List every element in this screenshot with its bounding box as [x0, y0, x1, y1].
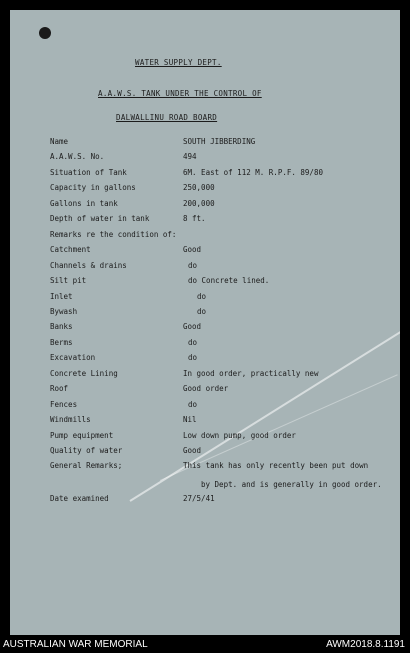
row-label: Excavation: [50, 353, 96, 363]
row-label: General Remarks;: [50, 461, 123, 471]
row-value: do: [188, 337, 198, 347]
row-value: This tank has only recently been put down: [183, 461, 369, 471]
row-value: In good order, practically new: [183, 368, 319, 378]
row-value: do Concrete lined.: [188, 276, 270, 286]
row-value: 494: [183, 152, 197, 162]
row-value: Good order: [183, 384, 229, 394]
row-value: 250,000: [183, 183, 215, 193]
row-label: Inlet: [50, 291, 73, 301]
remarks-continuation: by Dept. and is generally in good order.: [201, 480, 382, 489]
row-label: Remarks re the condition of:: [50, 229, 177, 239]
row-label: Gallons in tank: [50, 198, 118, 208]
row-value: do: [197, 306, 207, 316]
row-label: Quality of water: [50, 446, 123, 455]
row-value: 6M. East of 112 M. R.P.F. 89/80: [183, 167, 323, 177]
board-heading: DALWALLINU ROAD BOARD: [116, 113, 218, 122]
row-label: Windmills: [50, 415, 91, 425]
row-label: Concrete Lining: [50, 368, 118, 378]
row-label: Name: [50, 137, 69, 146]
row-label: Pump equipment: [50, 430, 114, 440]
row-value: 8 ft.: [183, 214, 206, 224]
tank-heading: A.A.W.S. TANK UNDER THE CONTROL OF: [98, 89, 262, 98]
row-value: Good: [183, 446, 202, 455]
row-label: Capacity in gallons: [50, 183, 136, 193]
row-label: Depth of water in tank: [50, 214, 150, 224]
row-value: do: [188, 260, 198, 270]
row-value: do: [197, 291, 207, 301]
footer-left: AUSTRALIAN WAR MEMORIAL: [3, 639, 148, 650]
row-label: Channels & drains: [50, 260, 127, 270]
row-label: Berms: [50, 337, 73, 347]
row-label: Fences: [50, 399, 78, 409]
row-label: Roof: [50, 384, 69, 394]
row-value: SOUTH JIBBERDING: [183, 137, 256, 146]
document-page: [10, 10, 400, 635]
row-label: Silt pit: [50, 276, 87, 286]
punch-hole: [39, 27, 51, 39]
row-label: Banks: [50, 322, 73, 332]
footer-bar: [0, 635, 410, 653]
row-label: Bywash: [50, 306, 78, 316]
row-value: 200,000: [183, 198, 215, 208]
row-value: Low down pump, good order: [183, 430, 296, 440]
row-value: Good: [183, 245, 202, 255]
row-label: Catchment: [50, 245, 91, 255]
row-value: Nil: [183, 415, 197, 425]
row-label: A.A.W.S. No.: [50, 152, 105, 162]
row-value: do: [188, 353, 198, 363]
row-label: Situation of Tank: [50, 167, 127, 177]
footer-right: AWM2018.8.1191: [326, 639, 405, 650]
dept-heading: WATER SUPPLY DEPT.: [135, 58, 222, 67]
row-value: do: [188, 399, 198, 409]
date-label: Date examined: [50, 494, 109, 503]
date-value: 27/5/41: [183, 494, 215, 503]
row-value: Good: [183, 322, 202, 332]
